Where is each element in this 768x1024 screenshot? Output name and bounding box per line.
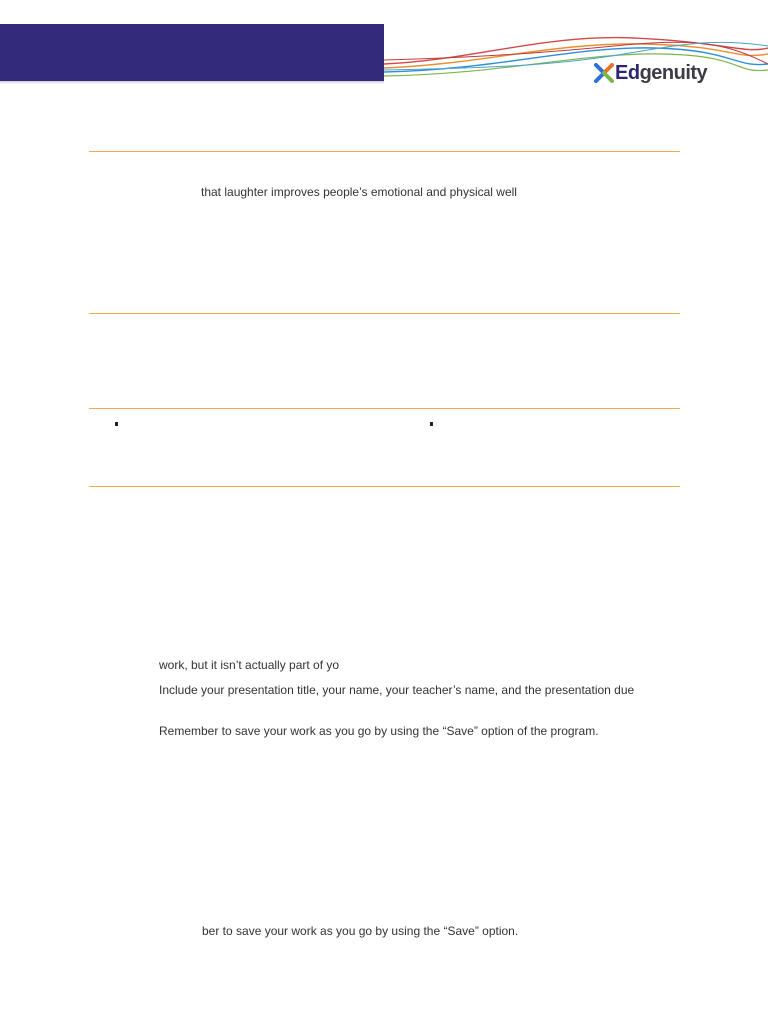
section-divider xyxy=(89,151,680,152)
bullet-marker xyxy=(430,422,433,426)
content-text-laughter: that laughter improves people’s emotional and physical well xyxy=(201,185,517,199)
decorative-waves-icon xyxy=(384,24,768,88)
bullet-marker xyxy=(115,422,118,426)
edgenuity-x-icon xyxy=(594,63,614,83)
content-text-save: ber to save your work as you go by using the “Save” option. xyxy=(202,924,519,938)
edgenuity-logo xyxy=(594,60,707,86)
logo-text: Edgenuity xyxy=(615,61,708,84)
content-text-work: work, but it isn’t actually part of yo xyxy=(159,658,340,672)
section-divider xyxy=(89,486,680,487)
section-divider xyxy=(89,408,680,409)
section-divider xyxy=(89,313,680,314)
content-text-remember: Remember to save your work as you go by using the “Save” option of the program. xyxy=(159,724,599,738)
header-shadow xyxy=(0,81,384,84)
header-banner xyxy=(0,24,384,81)
content-text-include: Include your presentation title, your name, your teacher’s name, and the presentation due xyxy=(159,683,635,697)
